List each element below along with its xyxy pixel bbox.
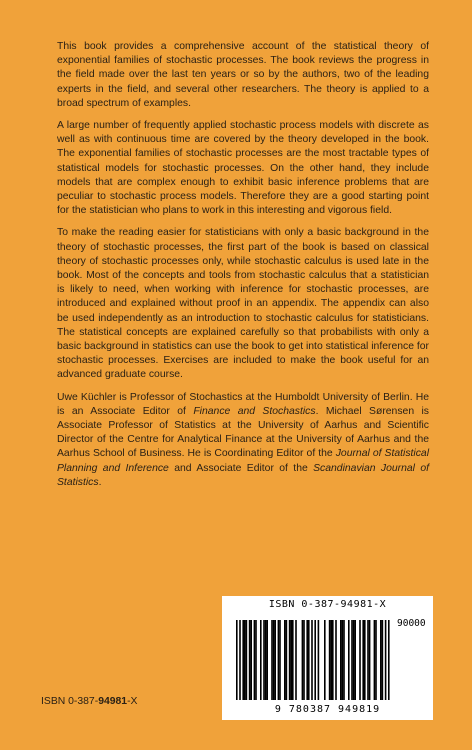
barcode-bar [246,620,248,700]
barcode-bar [286,620,288,700]
barcode-bar [292,620,294,700]
barcode-bar [324,620,326,700]
text-run: . [98,476,102,488]
barcode-bar [244,620,246,700]
barcode-bar [359,620,361,700]
barcode-bar [348,620,350,700]
price-code: 90000 [397,618,426,629]
text-run: . Michael Sørensen is Associate Professor of Statistics at the University of Aarhus and Scientific Director of the Centre for Analytical Finance at the University of Aarhus and the Aarhus School of Business. He is Coordinating Editor of the [57,405,429,460]
text-run: Uwe Küchler is Professor of Stochastics at the Humboldt University of Berlin. He is an Associate Editor of [57,391,429,417]
back-cover-text [57,40,429,498]
barcode-bar [362,620,364,700]
barcode-bar [330,620,332,700]
journal-title: Journal of Statistical Planning and Inference [57,448,429,474]
barcode-bar [318,620,320,700]
barcode-bar [239,620,241,700]
barcode-bar [364,620,366,700]
barcode-bar [242,620,244,700]
barcode-isbn-label: ISBN 0-387-94981-X [222,596,433,614]
isbn-prefix: ISBN 0-387- [41,696,99,707]
barcode-bar [279,620,281,700]
barcode-bar [303,620,305,700]
barcode-bar [375,620,377,700]
barcode-bar [343,620,345,700]
barcode-bar [250,620,252,700]
barcode-bar [274,620,276,700]
isbn-bottom [41,696,137,707]
barcode-bar [289,620,291,700]
barcode-bar [308,620,310,700]
barcode-area [222,596,433,720]
barcode-bar [329,620,331,700]
barcode-bar [367,620,369,700]
barcode-bar [374,620,376,700]
barcode-bar [255,620,257,700]
barcode-bar [260,620,262,700]
barcode-bar [263,620,265,700]
barcode-bar [290,620,292,700]
paragraph [57,226,429,382]
barcode-bar [266,620,268,700]
barcode-bar [342,620,344,700]
text-run: To make the reading easier for statisticians with only a basic background in the theory of stochastic processes, the first part of the book is based on classical theory of stochastic processes only, while stochastic calculus is used late in the book. Most of the concepts and tools from stochastic calculus that a statistician is likely to need, when working with inference for stochastic processes, are introduced and explained without proof in an appendix. The appendix can also be used independently as an introduction to stochastic calculus for statisticians. The statistical concepts are explained carefully so that probabilists with only a basic background in statistics can use the book to get into statistical inference for stochastic processes. Exercises are included to make the book useful for an advanced graduate course. [57,227,429,381]
barcode-bar [306,620,308,700]
barcode-bar [295,620,297,700]
barcode-bar [273,620,275,700]
barcode-bar [380,620,382,700]
barcode-bar [388,620,390,700]
barcode-bar [340,620,342,700]
barcode [222,614,433,720]
barcode-bar [369,620,371,700]
barcode-bar [385,620,387,700]
text-run: and Associate Editor of the [168,462,314,474]
barcode-bar [278,620,280,700]
barcode-bar [311,620,313,700]
barcode-bar [351,620,353,700]
barcode-bar [382,620,384,700]
isbn-bold-part: 94981 [98,696,128,707]
barcode-bar [254,620,256,700]
text-run: This book provides a comprehensive account of the statistical theory of exponential families of stochastic processes. The book reviews the progress in the field made over the last ten years or so by the authors, two of the leading experts in the field, and several other researchers. The theory is applied to a broad spectrum of examples. [57,41,429,109]
barcode-bar [249,620,251,700]
text-run: A large number of frequently applied stochastic process models with discrete as well as with continuous time are covered by the theory developed in the book. The exponential families of stochastic processes are the most tractable types of statistical models for stochastic processes. On the other hand, they include models that are complex enough to exhibit basic inference problems that are peculiar to stochastic process models. Therefore they are a good starting point for the statistician who plans to work in this interesting and vigorous field. [57,120,429,217]
ean-digits: 9 780387 949819 [274,704,381,715]
barcode-bar [284,620,286,700]
barcode-bar [353,620,355,700]
journal-title: Finance and Stochastics [193,405,316,417]
author-bio [57,391,429,490]
barcode-bar [354,620,356,700]
barcode-bar [302,620,304,700]
barcode-bar [236,620,238,700]
paragraph [57,40,429,111]
journal-title: Scandinavian Journal of Statistics [57,462,429,488]
paragraph [57,119,429,218]
barcode-bar [314,620,316,700]
barcode-bar [271,620,273,700]
barcode-bar [265,620,267,700]
isbn-suffix: -X [127,696,138,707]
barcode-bar [335,620,337,700]
barcode-bar [332,620,334,700]
